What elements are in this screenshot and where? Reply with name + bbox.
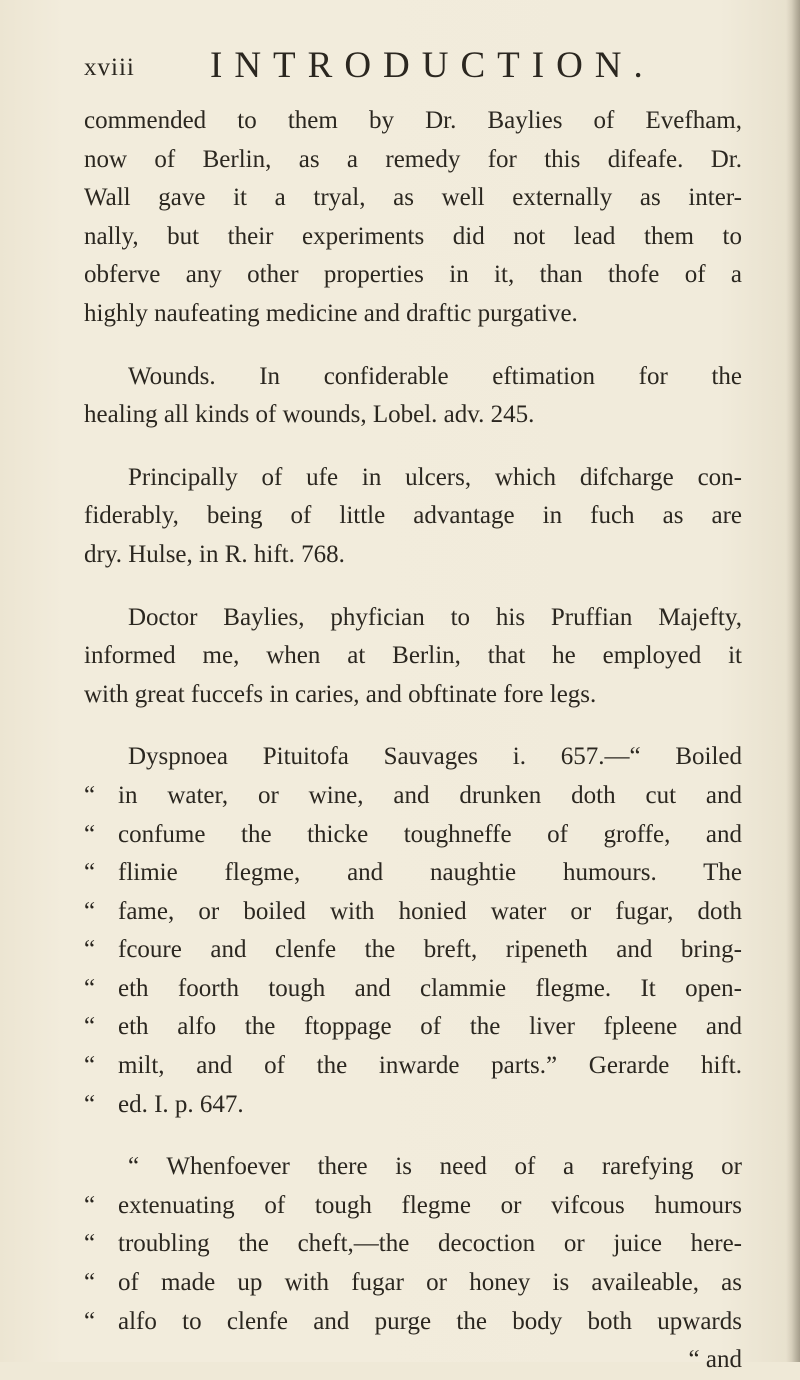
text-line: flimie flegme, and naughtie humours. The bbox=[118, 859, 742, 887]
text-line: ed. I. p. 647. bbox=[118, 1090, 244, 1118]
quoted-line bbox=[84, 1008, 742, 1047]
quote-mark: “ bbox=[84, 1307, 96, 1335]
text-line: extenuating of tough flegme or vifcous humours bbox=[118, 1191, 742, 1219]
paragraph-dyspnoea bbox=[84, 738, 742, 1124]
paragraph-ulcers bbox=[84, 459, 742, 575]
page-header bbox=[84, 44, 744, 94]
quote-mark: “ bbox=[84, 974, 96, 1002]
text-line: highly naufeating medicine and draftic purgative. bbox=[84, 299, 578, 327]
quoted-line bbox=[84, 893, 742, 932]
quoted-line bbox=[84, 931, 742, 970]
text-line: “ Whenfoever there is need of a rarefying or bbox=[128, 1153, 742, 1181]
quoted-line bbox=[84, 1047, 742, 1086]
body-text bbox=[84, 102, 742, 1380]
quoted-line bbox=[84, 1086, 742, 1125]
text-line: dry. Hulse, in R. hift. 768. bbox=[84, 540, 345, 568]
text-line: with great fuccefs in caries, and obftinate fore legs. bbox=[84, 680, 597, 708]
text-line: eth alfo the ftoppage of the liver fpleene and bbox=[118, 1013, 742, 1041]
catchword: “ and bbox=[688, 1346, 742, 1374]
text-line: Wall gave it a tryal, as well externally as inter- bbox=[84, 184, 742, 212]
quoted-line bbox=[84, 1187, 742, 1226]
text-line: fiderably, being of little advantage in fuch as are bbox=[84, 502, 742, 530]
quote-mark: “ bbox=[84, 1052, 96, 1080]
text-line: fcoure and clenfe the breft, ripeneth and bring- bbox=[118, 936, 742, 964]
text-line: confume the thicke toughneffe of groffe, and bbox=[118, 820, 742, 848]
text-line: eth foorth tough and clammie flegme. It open- bbox=[118, 974, 742, 1002]
quote-mark: “ bbox=[84, 1269, 96, 1297]
quoted-line bbox=[84, 854, 742, 893]
text-line: healing all kinds of wounds, Lobel. adv. 245. bbox=[84, 401, 535, 429]
text-line: Wounds. In confiderable eftimation for the bbox=[128, 362, 742, 390]
quoted-line bbox=[84, 816, 742, 855]
page-number: xviii bbox=[84, 54, 135, 81]
quote-mark: “ bbox=[84, 820, 96, 848]
quoted-line bbox=[84, 1264, 742, 1303]
text-line: fame, or boiled with honied water or fugar, doth bbox=[118, 897, 742, 925]
text-line: milt, and of the inwarde parts.” Gerarde hift. bbox=[118, 1052, 742, 1080]
quoted-line bbox=[84, 1303, 742, 1342]
quote-mark: “ bbox=[84, 1191, 96, 1219]
quote-mark: “ bbox=[84, 781, 96, 809]
quote-mark: “ bbox=[84, 936, 96, 964]
paragraph-baylies bbox=[84, 599, 742, 715]
text-line: alfo to clenfe and purge the body both upwards bbox=[118, 1307, 742, 1335]
quote-mark: “ bbox=[84, 1230, 96, 1258]
paragraph-wounds bbox=[84, 358, 742, 435]
paragraph-whensoever bbox=[84, 1148, 742, 1380]
text-line: now of Berlin, as a remedy for this difeafe. Dr. bbox=[84, 145, 742, 173]
running-head: INTRODUCTION. bbox=[210, 45, 655, 86]
quote-mark: “ bbox=[84, 859, 96, 887]
paragraph-continuation bbox=[84, 102, 742, 334]
quoted-line bbox=[84, 970, 742, 1009]
quote-mark: “ bbox=[84, 1013, 96, 1041]
text-line: obferve any other properties in it, than thofe of a bbox=[84, 261, 742, 289]
text-line: nally, but their experiments did not lead them to bbox=[84, 222, 742, 250]
text-line: of made up with fugar or honey is availeable, as bbox=[118, 1269, 742, 1297]
quoted-line bbox=[84, 777, 742, 816]
page-edge-shadow bbox=[786, 0, 800, 1362]
quote-mark: “ bbox=[84, 897, 96, 925]
quote-mark: “ bbox=[84, 1090, 96, 1118]
text-line: Principally of ufe in ulcers, which difcharge con- bbox=[128, 463, 742, 491]
text-line: informed me, when at Berlin, that he employed it bbox=[84, 642, 742, 670]
text-line: troubling the cheft,—the decoction or juice here- bbox=[118, 1230, 742, 1258]
text-line: Doctor Baylies, phyfician to his Pruffian Majefty, bbox=[128, 603, 742, 631]
quoted-line bbox=[84, 1225, 742, 1264]
text-line: in water, or wine, and drunken doth cut and bbox=[118, 781, 742, 809]
text-line: commended to them by Dr. Baylies of Evefham, bbox=[84, 107, 742, 134]
text-line: Dyspnoea Pituitofa Sauvages i. 657.—“ Boiled bbox=[128, 743, 742, 771]
